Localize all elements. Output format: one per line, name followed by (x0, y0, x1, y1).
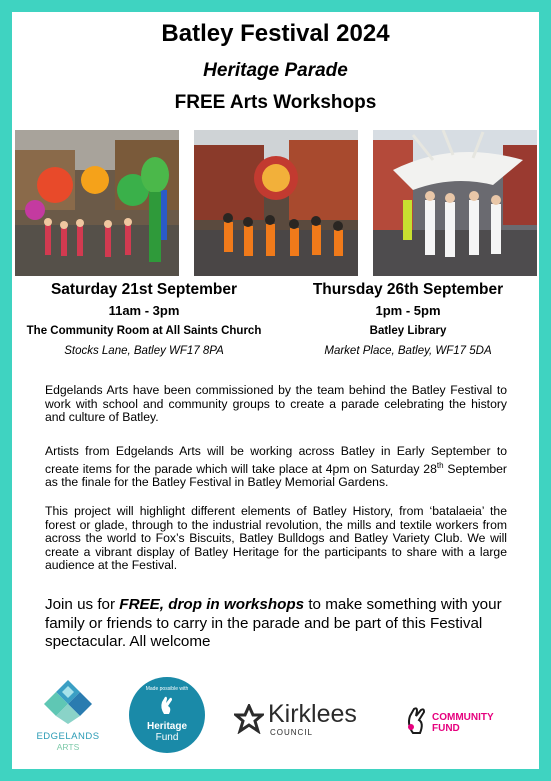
paragraph-text-b: September as the finale for the Batley Festival in Batley Memorial Gardens. (45, 461, 507, 490)
cta-emphasis: FREE, drop in workshops (119, 596, 305, 613)
flyer-page (12, 12, 539, 769)
event-saturday (15, 280, 273, 358)
parade-photo-right (373, 130, 537, 276)
paragraph-text (45, 445, 507, 490)
event-venue: Batley Library (369, 325, 447, 337)
event-thursday (279, 280, 537, 358)
community-line2: FUND (432, 723, 460, 734)
cta-post: to make something with your family or friends to carry in the parade and be part of this Festival spectacular. All welcome (45, 596, 502, 650)
event-address: Stocks Lane, Batley WF17 8PA (64, 345, 224, 357)
cta-pre: Join us for (45, 596, 120, 613)
flyer-title: Batley Festival 2024 (161, 20, 390, 47)
event-date: Thursday 26th September (312, 281, 504, 298)
event-date: Saturday 21st September (50, 281, 238, 298)
edgelands-logo (32, 678, 104, 758)
paragraph-text: This project will highlight different elements of Batley History, from ‘batalaeia’ the forest or glade, through to the industrial revolution, the mills and textile workers from across the world to Fox’s Biscuits, Batley Bulldogs and Batley Variety Club. We will create a vibrant display of Batley Heritage for the participants to share with a large audience at the Festival. (45, 504, 507, 573)
paragraph-text-a: Artists from Edgelands Arts will be working across Batley in Early September to create items for the parade which will take place at 4pm on Saturday 28 (45, 444, 507, 476)
community-fund-logo (404, 705, 516, 741)
body-paragraph-3 (45, 505, 507, 573)
event-time: 11am - 3pm (108, 303, 180, 318)
event-time: 1pm - 5pm (375, 303, 441, 318)
crossed-fingers-icon (156, 694, 178, 716)
parade-photo-left (15, 130, 179, 276)
body-paragraph-2 (45, 445, 507, 490)
edgelands-mark-icon (44, 678, 92, 724)
heritage-small-text: Made possible with (145, 686, 189, 692)
event-venue: The Community Room at All Saints Church (26, 325, 262, 337)
paragraph-text: Edgelands Arts have been commissioned by the team behind the Batley Festival to work with school and community groups to create a parade celebrating the history and culture of Batley. (45, 383, 507, 425)
parade-photo-middle (194, 130, 358, 276)
kirklees-mark-icon (234, 704, 264, 734)
event-address: Market Place, Batley, WF17 5DA (324, 345, 492, 357)
edgelands-wordmark: EDGELANDS (36, 731, 100, 742)
flyer-tagline: FREE Arts Workshops (174, 92, 377, 113)
kirklees-sub: COUNCIL (270, 728, 314, 737)
kirklees-wordmark: Kirklees (268, 700, 357, 728)
community-line1: COMMUNITY (432, 712, 494, 723)
flyer-subtitle: Heritage Parade (203, 60, 348, 81)
heritage-line2: Fund (155, 732, 179, 743)
crossed-fingers-icon (404, 705, 430, 735)
edgelands-sub: ARTS (56, 742, 80, 752)
ordinal-suffix: th (436, 460, 444, 470)
heritage-fund-logo (129, 677, 205, 753)
heritage-line1: Heritage (146, 721, 187, 732)
call-to-action (45, 596, 515, 652)
kirklees-council-logo (234, 702, 384, 742)
body-paragraph-1 (45, 384, 507, 425)
